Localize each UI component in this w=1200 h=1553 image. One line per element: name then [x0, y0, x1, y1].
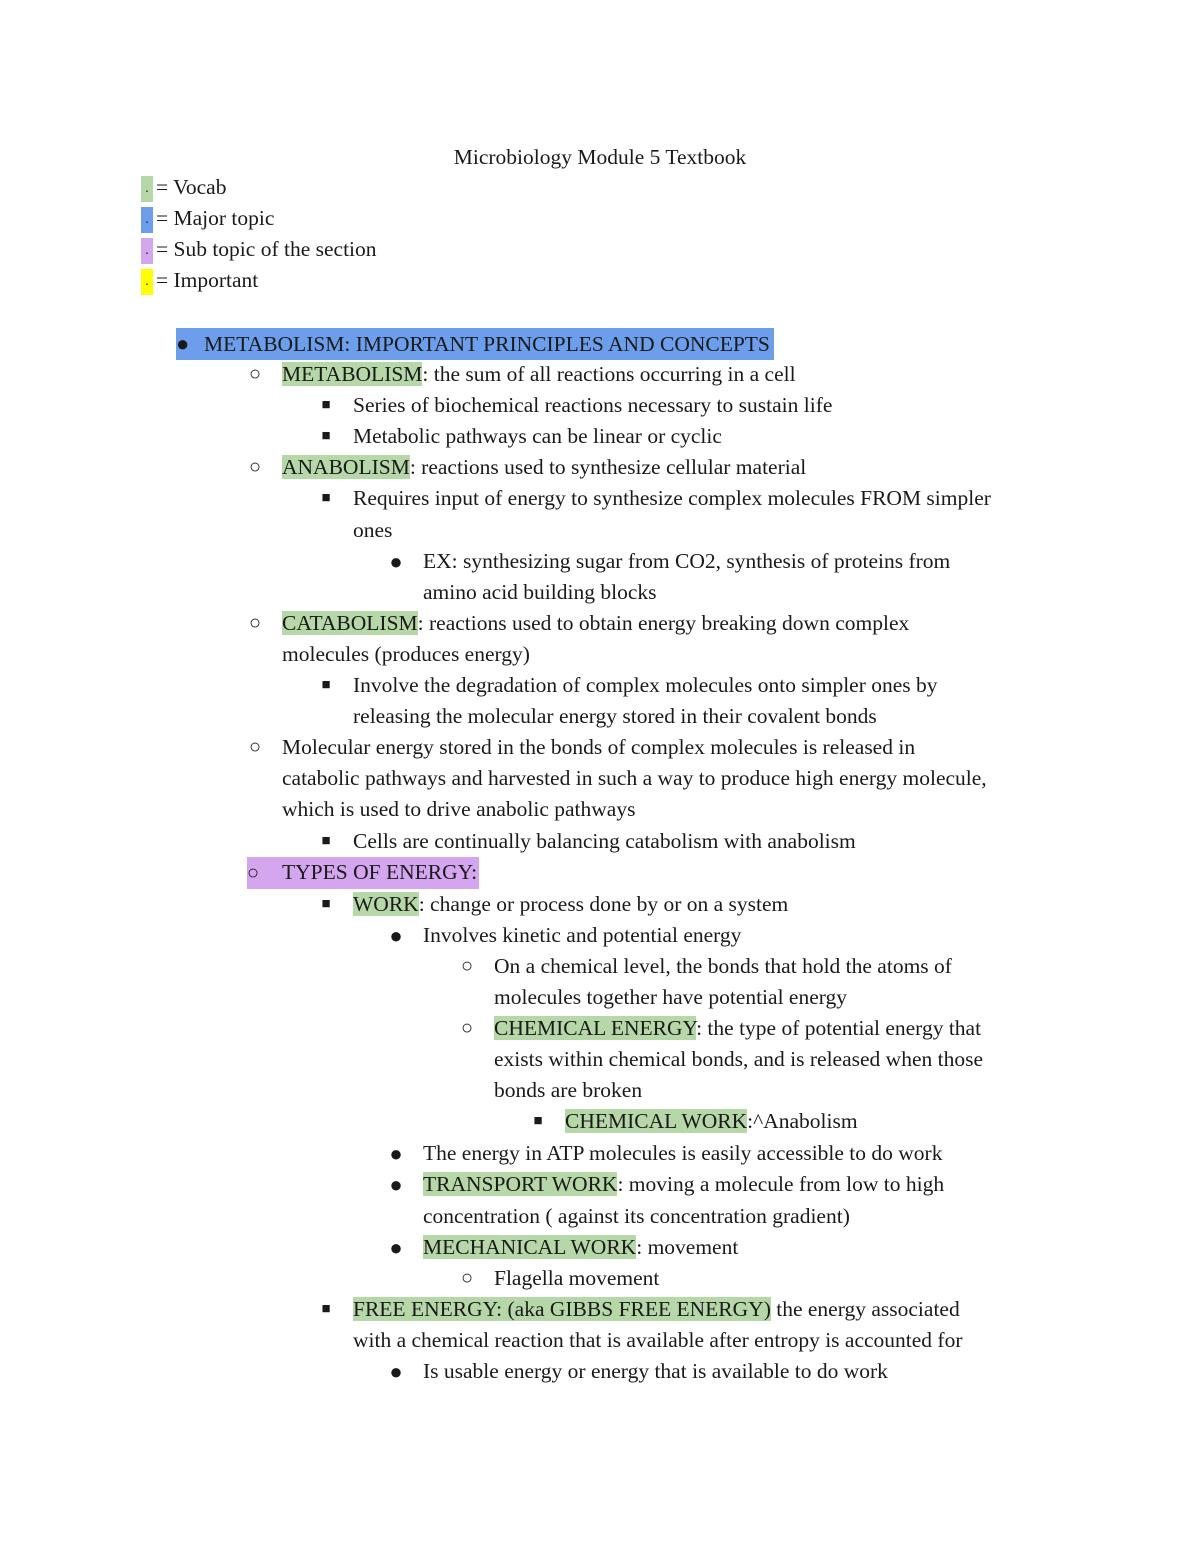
- bullet-circle-icon: ○: [248, 736, 262, 758]
- list-item: Cells are continually balancing catabolism with anabolism: [353, 829, 856, 853]
- list-item-continuation: concentration ( against its concentration gradient): [423, 1204, 850, 1228]
- bullet-circle-icon: ○: [460, 1017, 474, 1039]
- definition-text: : the type of potential energy that: [696, 1016, 982, 1040]
- bullet-dot-icon: ●: [389, 923, 403, 948]
- bullet-dot-icon: ●: [389, 1359, 403, 1384]
- list-item: Involve the degradation of complex molecules onto simpler ones by: [353, 673, 938, 697]
- bullet-dot-icon: ●: [176, 331, 190, 356]
- bullet-square-icon: ■: [533, 1113, 543, 1129]
- definition-text: : reactions used to synthesize cellular material: [409, 455, 807, 479]
- vocab-term: FREE ENERGY: (aka GIBBS FREE ENERGY): [353, 1297, 771, 1321]
- legend-label: = Important: [156, 268, 259, 292]
- bullet-circle-icon: ○: [460, 955, 474, 977]
- vocab-term: TRANSPORT WORK: [423, 1172, 618, 1196]
- definition-text: : change or process done by or on a system: [418, 892, 789, 916]
- bullet-square-icon: ■: [321, 896, 331, 912]
- list-item: The energy in ATP molecules is easily accessible to do work: [423, 1141, 943, 1165]
- vocab-term: ANABOLISM: [282, 455, 410, 479]
- legend-item-vocab: [141, 172, 377, 203]
- bullet-square-icon: ■: [321, 428, 331, 444]
- list-item: [282, 452, 806, 483]
- important-swatch: .: [141, 269, 153, 295]
- definition-text: : movement: [636, 1235, 739, 1259]
- list-item-continuation: catabolic pathways and harvested in such a way to produce high energy molecule,: [282, 766, 987, 790]
- list-item: Is usable energy or energy that is available to do work: [423, 1359, 888, 1383]
- list-item: [565, 1106, 858, 1137]
- color-legend: [141, 172, 377, 296]
- definition-text: : reactions used to obtain energy breaking down complex: [417, 611, 910, 635]
- list-item: Involves kinetic and potential energy: [423, 923, 742, 947]
- list-item: Molecular energy stored in the bonds of complex molecules is released in: [282, 735, 916, 759]
- major-topic-text: METABOLISM: IMPORTANT PRINCIPLES AND CONCEPTS: [204, 332, 770, 356]
- legend-item-important: [141, 265, 377, 296]
- list-item-continuation: releasing the molecular energy stored in their covalent bonds: [353, 704, 877, 728]
- list-item: EX: synthesizing sugar from CO2, synthesis of proteins from: [423, 549, 951, 573]
- bullet-square-icon: ■: [321, 490, 331, 506]
- list-item: [353, 1294, 960, 1325]
- major-topic-swatch: .: [141, 207, 153, 233]
- definition-text: :^Anabolism: [747, 1109, 858, 1133]
- bullet-square-icon: ■: [321, 677, 331, 693]
- vocab-term: MECHANICAL WORK: [423, 1235, 637, 1259]
- list-item: [423, 1169, 944, 1200]
- list-item: [423, 1232, 738, 1263]
- vocab-term: WORK: [353, 892, 419, 916]
- list-item: [282, 608, 909, 639]
- list-item: On a chemical level, the bonds that hold the atoms of: [494, 954, 952, 978]
- sub-topic-text: TYPES OF ENERGY:: [282, 860, 478, 884]
- vocab-term: METABOLISM: [282, 362, 423, 386]
- list-item-continuation: molecules (produces energy): [282, 642, 530, 666]
- bullet-circle-icon: ○: [460, 1267, 474, 1289]
- vocab-term: CHEMICAL ENERGY: [494, 1016, 697, 1040]
- list-item: [494, 1013, 981, 1044]
- bullet-square-icon: ■: [321, 833, 331, 849]
- list-item-continuation: molecules together have potential energy: [494, 985, 848, 1009]
- definition-text: the energy associated: [770, 1297, 960, 1321]
- list-item: Metabolic pathways can be linear or cyclic: [353, 424, 722, 448]
- legend-label: = Major topic: [156, 206, 275, 230]
- list-item: Series of biochemical reactions necessary to sustain life: [353, 393, 833, 417]
- bullet-circle-icon: ○: [248, 456, 262, 478]
- bullet-square-icon: ■: [321, 397, 331, 413]
- list-item-continuation: exists within chemical bonds, and is released when those: [494, 1047, 984, 1071]
- vocab-term: CHEMICAL WORK: [565, 1109, 748, 1133]
- list-item: Requires input of energy to synthesize complex molecules FROM simpler: [353, 486, 991, 510]
- bullet-circle-icon: ○: [248, 612, 262, 634]
- vocab-swatch: .: [141, 176, 153, 202]
- definition-text: : the sum of all reactions occurring in a cell: [422, 362, 796, 386]
- list-item-continuation: with a chemical reaction that is available after entropy is accounted for: [353, 1328, 963, 1352]
- vocab-term: CATABOLISM: [282, 611, 418, 635]
- bullet-square-icon: ■: [321, 1301, 331, 1317]
- bullet-circle-icon: ○: [247, 862, 260, 884]
- bullet-dot-icon: ●: [389, 1141, 403, 1166]
- bullet-dot-icon: ●: [389, 549, 403, 574]
- sub-topic-swatch: .: [141, 238, 153, 264]
- list-item: [353, 889, 788, 920]
- list-item-continuation: which is used to drive anabolic pathways: [282, 797, 636, 821]
- bullet-circle-icon: ○: [248, 363, 262, 385]
- bullet-dot-icon: ●: [389, 1172, 403, 1197]
- sub-topic-heading: [247, 857, 479, 889]
- legend-item-major-topic: [141, 203, 377, 234]
- document-title: Microbiology Module 5 Textbook: [453, 145, 747, 169]
- list-item: Flagella movement: [494, 1266, 660, 1290]
- legend-label: = Vocab: [156, 175, 227, 199]
- major-topic-heading: [176, 328, 774, 360]
- bullet-dot-icon: ●: [389, 1235, 403, 1260]
- legend-label: = Sub topic of the section: [156, 237, 377, 261]
- list-item-continuation: bonds are broken: [494, 1078, 643, 1102]
- list-item-continuation: amino acid building blocks: [423, 580, 657, 604]
- list-item: [282, 359, 796, 390]
- definition-text: : moving a molecule from low to high: [617, 1172, 945, 1196]
- list-item-continuation: ones: [353, 518, 393, 542]
- legend-item-sub-topic: [141, 234, 377, 265]
